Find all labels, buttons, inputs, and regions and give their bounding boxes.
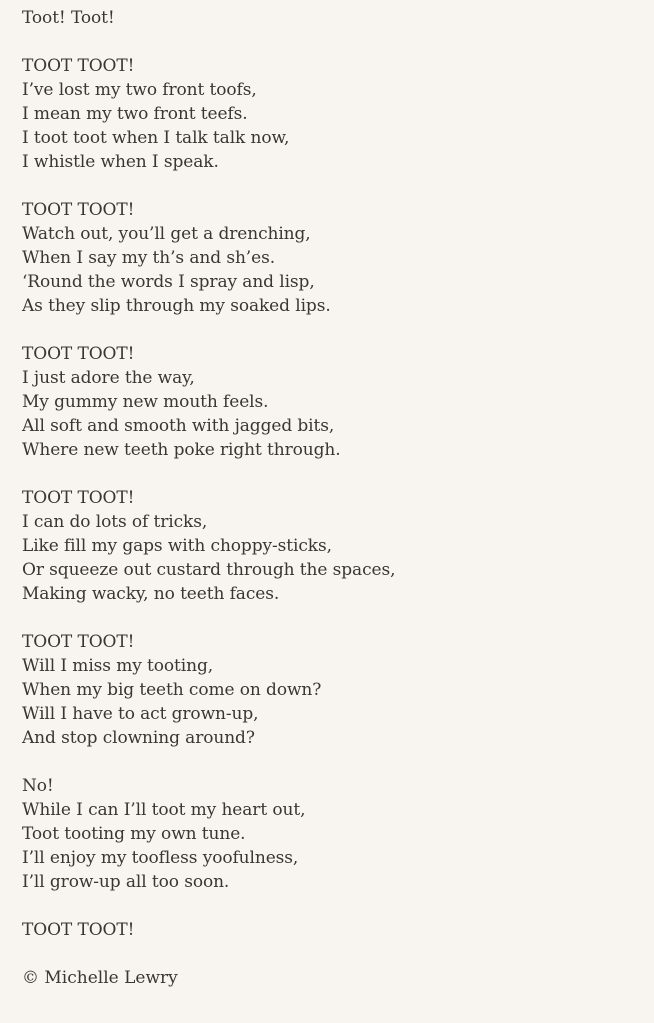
poem-line: All soft and smooth with jagged bits, [22, 416, 335, 436]
poem-line: Making wacky, no teeth faces. [22, 584, 280, 604]
poem-line: TOOT TOOT! [22, 56, 135, 76]
poem-line: I just adore the way, [22, 368, 195, 388]
stanza-5 [22, 486, 642, 606]
stanza-2 [22, 54, 642, 174]
poem-line: ‘Round the words I spray and lisp, [22, 272, 315, 292]
poem-line: TOOT TOOT! [22, 200, 135, 220]
poem-line: Will I have to act grown-up, [22, 704, 259, 724]
poem-line: When I say my th’s and sh’es. [22, 248, 275, 268]
poem-line: And stop clowning around? [22, 728, 255, 748]
poem-line: I toot toot when I talk talk now, [22, 128, 290, 148]
stanza-8 [22, 918, 642, 942]
poem-line: Like fill my gaps with choppy-sticks, [22, 536, 332, 556]
poem-line: TOOT TOOT! [22, 632, 135, 652]
poem-line: While I can I’ll toot my heart out, [22, 800, 306, 820]
stanza-6 [22, 630, 642, 750]
poem-line: Watch out, you’ll get a drenching, [22, 224, 311, 244]
poem-line: My gummy new mouth feels. [22, 392, 269, 412]
stanza-1 [22, 6, 642, 30]
poem-line: I can do lots of tricks, [22, 512, 208, 532]
stanza-7 [22, 774, 642, 894]
poem-line: TOOT TOOT! [22, 488, 135, 508]
poem-body [22, 6, 642, 990]
poem-line: Toot tooting my own tune. [22, 824, 246, 844]
copyright-notice: © Michelle Lewry [22, 968, 178, 988]
poem-line: I mean my two front teefs. [22, 104, 248, 124]
poem-line: Or squeeze out custard through the spaces, [22, 560, 396, 580]
poem-line: TOOT TOOT! [22, 920, 135, 940]
poem-line: Where new teeth poke right through. [22, 440, 341, 460]
stanza-4 [22, 342, 642, 462]
poem-line: Will I miss my tooting, [22, 656, 214, 676]
poem-line: I’ll enjoy my toofless yoofulness, [22, 848, 299, 868]
poem-line: I’ll grow-up all too soon. [22, 872, 230, 892]
poem-line: As they slip through my soaked lips. [22, 296, 331, 316]
poem-line: When my big teeth come on down? [22, 680, 322, 700]
poem-line: No! [22, 776, 54, 796]
poem-line: I whistle when I speak. [22, 152, 219, 172]
stanza-3 [22, 198, 642, 318]
poem-line: I’ve lost my two front toofs, [22, 80, 257, 100]
poem-line: Toot! Toot! [22, 8, 115, 28]
poem-line: TOOT TOOT! [22, 344, 135, 364]
